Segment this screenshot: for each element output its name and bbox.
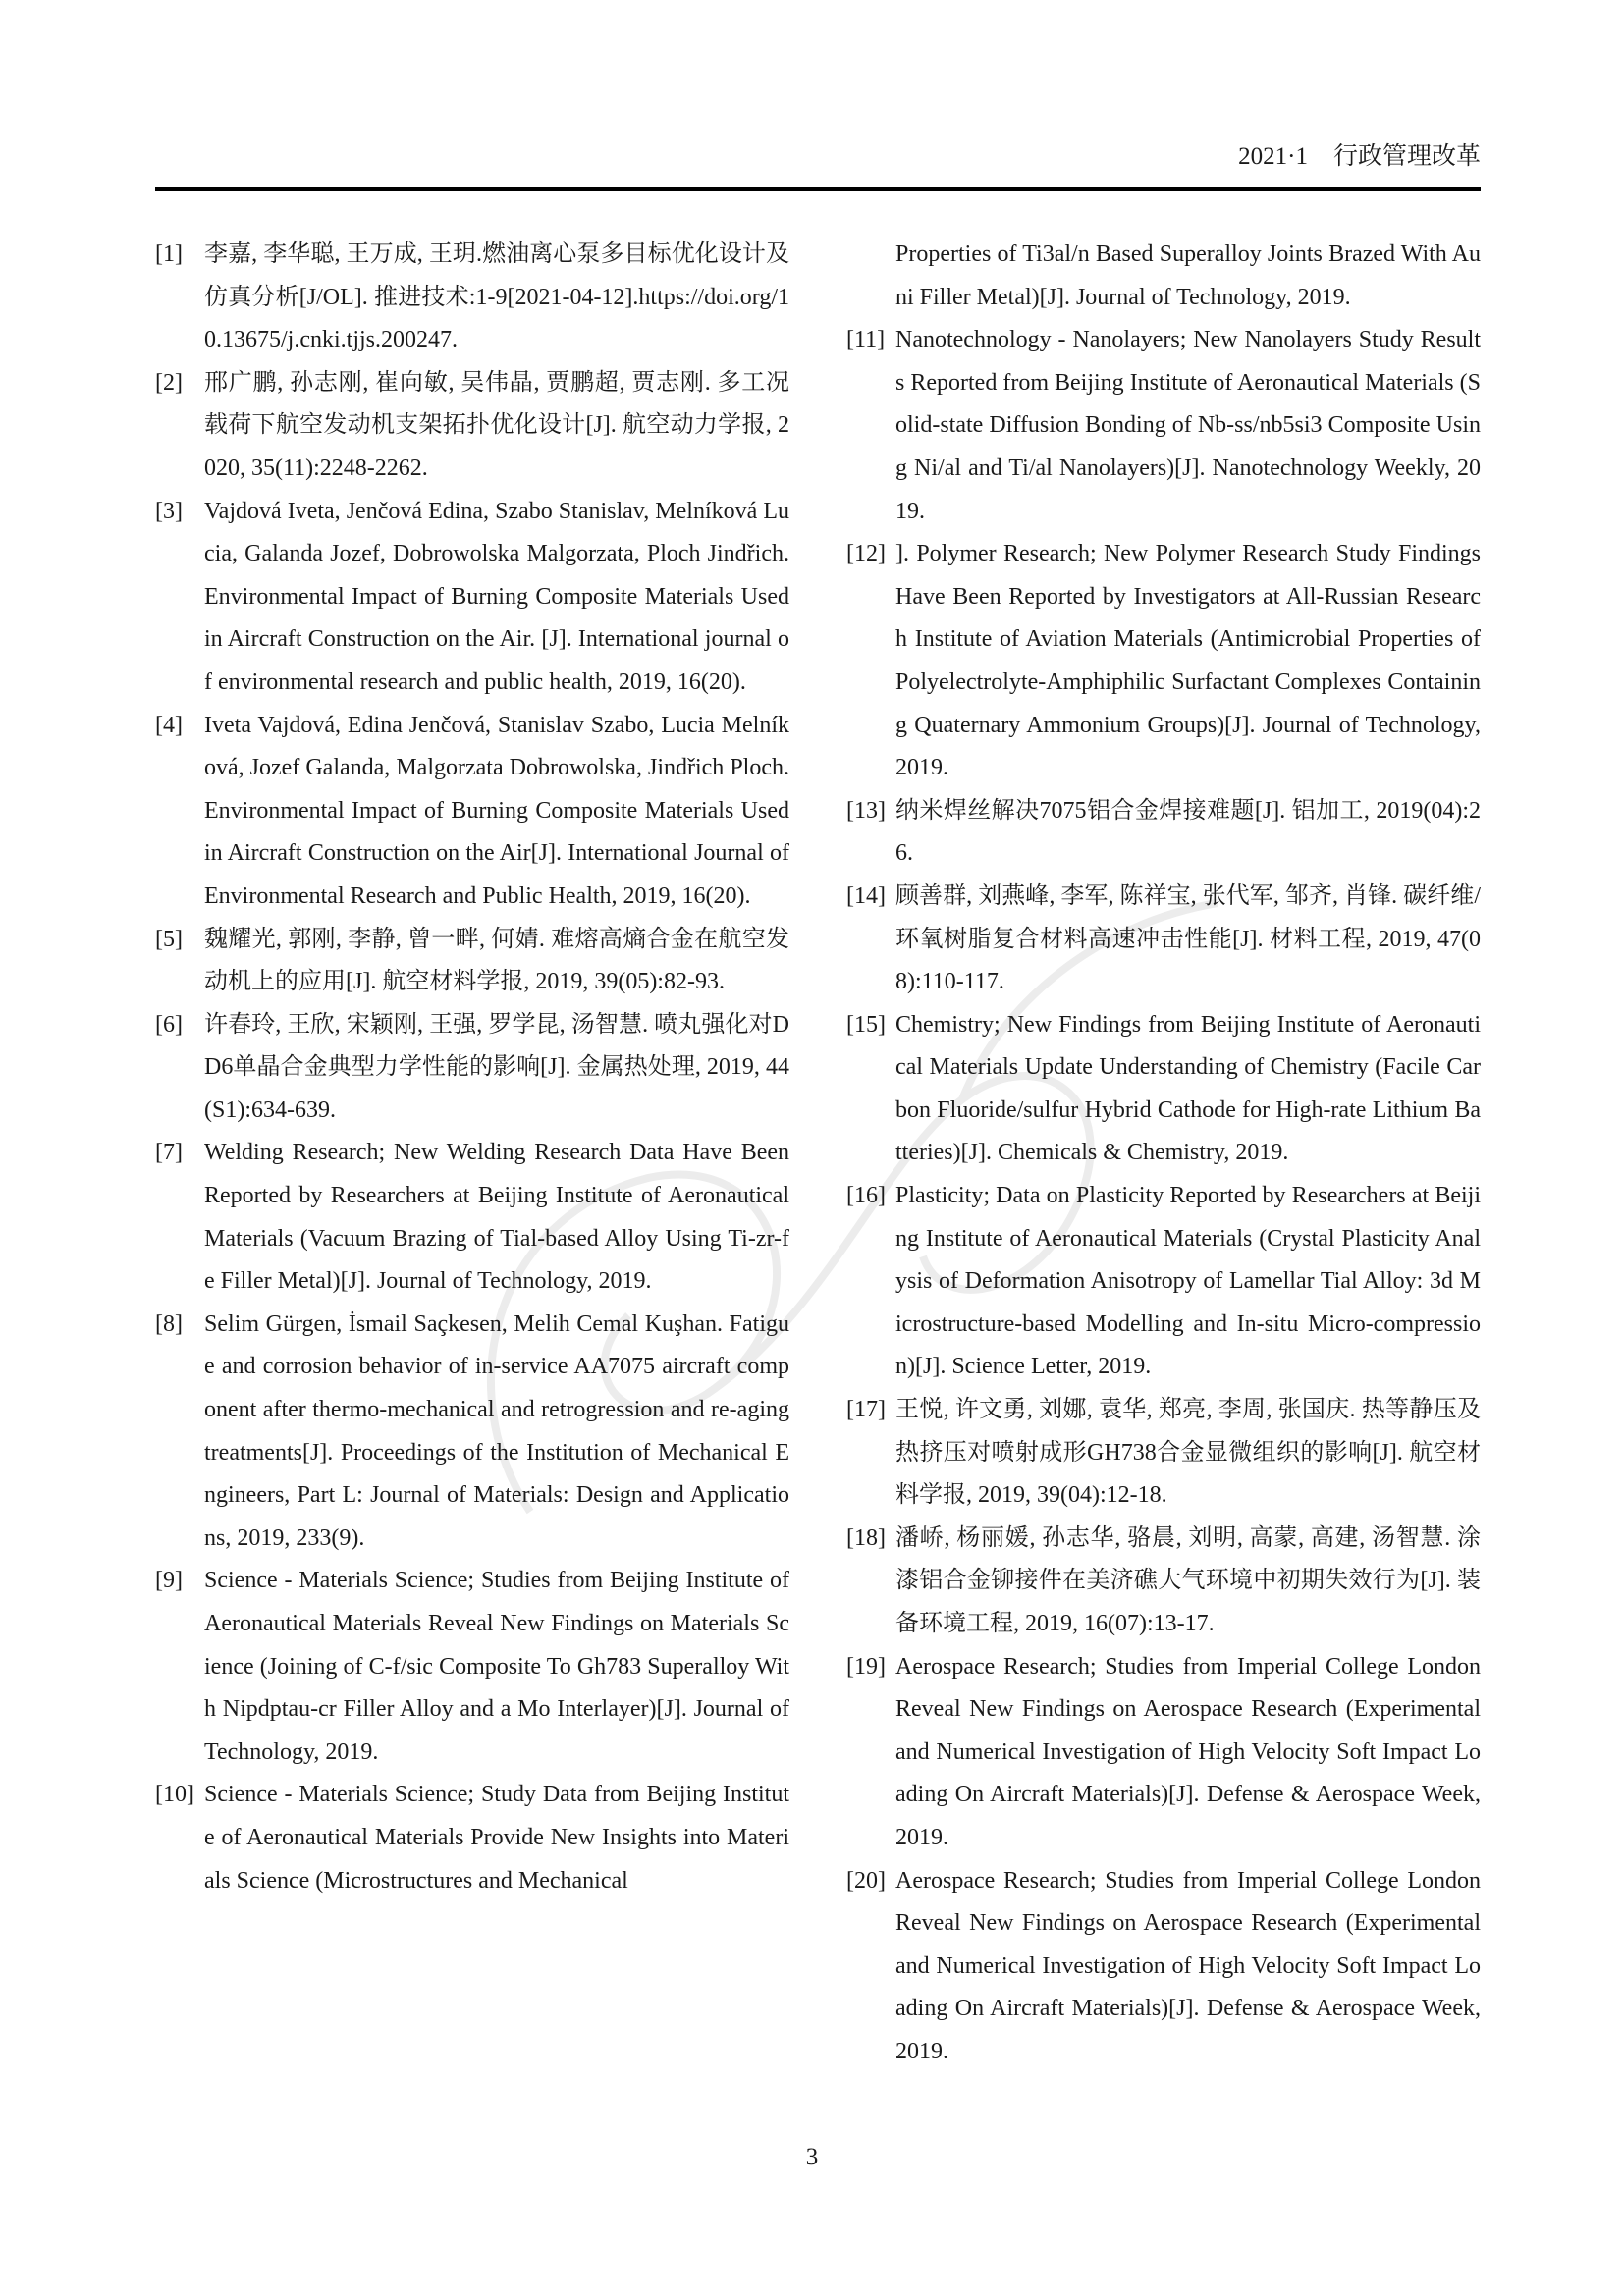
reference-number: [9] xyxy=(155,1568,183,1594)
reference-number: [11] xyxy=(846,327,886,353)
reference-text: Nanotechnology - Nanolayers; New Nanolayers Study Results Reported from Beijing Institute of Aeronautical Materials (Solid-state Diffusion Bonding of Nb-ss/nb5si3 Composite Using Ni/al and Ti/al Nanolayers)[J]. Nanotechnology Weekly, 2019. xyxy=(895,327,1481,524)
reference-item xyxy=(155,1304,789,1561)
reference-number: [13] xyxy=(846,797,886,824)
reference-text: Welding Research; New Welding Research Data Have Been Reported by Researchers at Beijing Institute of Aeronautical Materials (Vacuum Brazing of Tial-based Alloy Using Ti-zr-fe Filler Metal)[J]. Journal of Technology, 2019. xyxy=(204,1140,789,1295)
reference-text: Aerospace Research; Studies from Imperial College London Reveal New Findings on Aerospace Research (Experimental and Numerical Investigation of High Velocity Soft Impact Loading On Aircraft Materials)[J]. Defense & Aerospace Week, 2019. xyxy=(895,1653,1481,1850)
reference-item xyxy=(846,1004,1481,1175)
reference-number: [20] xyxy=(846,1867,886,1894)
reference-number: [14] xyxy=(846,882,886,909)
reference-item xyxy=(846,1518,1481,1646)
reference-text: Vajdová Iveta, Jenčová Edina, Szabo Stanislav, Melníková Lucia, Galanda Jozef, Dobrowolska Malgorzata, Ploch Jindřich. Environmental Impact of Burning Composite Materials Used in Aircraft Construction on the Air. [J]. International journal of environmental research and public health, 2019, 16(20). xyxy=(204,498,789,695)
reference-item xyxy=(155,1132,789,1303)
reference-number: [16] xyxy=(846,1183,886,1209)
reference-number: [17] xyxy=(846,1397,886,1423)
reference-text: 魏耀光, 郭刚, 李静, 曾一畔, 何婧. 难熔高熵合金在航空发动机上的应用[J]. 航空材料学报, 2019, 39(05):82-93. xyxy=(204,926,789,995)
reference-text: 邢广鹏, 孙志刚, 崔向敏, 吴伟晶, 贾鹏超, 贾志刚. 多工况载荷下航空发动机支架拓扑优化设计[J]. 航空动力学报, 2020, 35(11):2248-2262. xyxy=(204,369,789,481)
reference-number: [12] xyxy=(846,541,886,567)
header-issue: 2021·1 xyxy=(1238,143,1308,170)
reference-number: [18] xyxy=(846,1524,886,1551)
reference-text: ]. Polymer Research; New Polymer Research Study Findings Have Been Reported by Investigators at All-Russian Research Institute of Aviation Materials (Antimicrobial Properties of Polyelectrolyte-Amphiphilic Surfactant Complexes Containing Quaternary Ammonium Groups)[J]. Journal of Technology, 2019. xyxy=(895,541,1481,781)
reference-item xyxy=(155,1774,789,1902)
reference-number: [19] xyxy=(846,1653,886,1680)
reference-item xyxy=(846,1646,1481,1860)
reference-text: 纳米焊丝解决7075铝合金焊接难题[J]. 铝加工, 2019(04):26. xyxy=(895,797,1481,867)
reference-text: Science - Materials Science; Study Data from Beijing Institute of Aeronautical Materials Provide New Insights into Materials Science (Microstructures and Mechanical xyxy=(204,1782,789,1894)
reference-number: [5] xyxy=(155,926,183,952)
reference-item xyxy=(155,234,789,362)
reference-item xyxy=(155,362,789,491)
reference-text: 李嘉, 李华聪, 王万成, 王玥.燃油离心泵多目标优化设计及仿真分析[J/OL]. 推进技术:1-9[2021-04-12].https://doi.org/10.13675/j.cnki.tjjs.200247. xyxy=(204,241,789,353)
reference-number: [15] xyxy=(846,1011,886,1038)
reference-item xyxy=(846,1860,1481,2074)
reference-number: [1] xyxy=(155,241,183,267)
reference-item xyxy=(846,533,1481,790)
page-number: 3 xyxy=(805,2144,819,2170)
reference-item xyxy=(846,1175,1481,1389)
reference-item xyxy=(155,919,789,1004)
running-header xyxy=(155,137,1481,177)
reference-number: [2] xyxy=(155,369,183,396)
header-rule xyxy=(155,187,1481,191)
references-right-column xyxy=(846,234,1481,2074)
reference-text: Selim Gürgen, İsmail Saçkesen, Melih Cemal Kuşhan. Fatigue and corrosion behavior of in-service AA7075 aircraft component after thermo-mechanical and retrogression and re-aging treatments[J]. Proceedings of the Institution of Mechanical Engineers, Part L: Journal of Materials: Design and Applications, 2019, 233(9). xyxy=(204,1310,789,1551)
reference-item xyxy=(846,1389,1481,1518)
reference-text: 顾善群, 刘燕峰, 李军, 陈祥宝, 张代军, 邹齐, 肖锋. 碳纤维/环氧树脂复合材料高速冲击性能[J]. 材料工程, 2019, 47(08):110-117. xyxy=(895,882,1481,995)
reference-text: Properties of Ti3al/n Based Superalloy Joints Brazed With Auni Filler Metal)[J]. Journal of Technology, 2019. xyxy=(895,241,1481,310)
reference-item xyxy=(846,876,1481,1004)
reference-item xyxy=(846,790,1481,876)
reference-number: [3] xyxy=(155,498,183,524)
reference-item xyxy=(155,1004,789,1133)
reference-text: Science - Materials Science; Studies from Beijing Institute of Aeronautical Materials Reveal New Findings on Materials Science (Joining of C-f/sic Composite To Gh783 Superalloy With Nipdptau-cr Filler Alloy and a Mo Interlayer)[J]. Journal of Technology, 2019. xyxy=(204,1568,789,1765)
reference-text: Plasticity; Data on Plasticity Reported by Researchers at Beijing Institute of Aeronautical Materials (Crystal Plasticity Analysis of Deformation Anisotropy of Lamellar Tial Alloy: 3d Microstructure-based Modelling and In-situ Micro-compression)[J]. Science Letter, 2019. xyxy=(895,1183,1481,1380)
reference-text: 许春玲, 王欣, 宋颖刚, 王强, 罗学昆, 汤智慧. 喷丸强化对DD6单晶合金典型力学性能的影响[J]. 金属热处理, 2019, 44(S1):634-639. xyxy=(204,1011,789,1123)
reference-item xyxy=(155,491,789,705)
reference-text: Aerospace Research; Studies from Imperial College London Reveal New Findings on Aerospace Research (Experimental and Numerical Investigation of High Velocity Soft Impact Loading On Aircraft Materials)[J]. Defense & Aerospace Week, 2019. xyxy=(895,1867,1481,2064)
references-left-column xyxy=(155,234,789,1902)
header-journal-name: 行政管理改革 xyxy=(1332,143,1481,170)
reference-text: Chemistry; New Findings from Beijing Institute of Aeronautical Materials Update Understanding of Chemistry (Facile Carbon Fluoride/sulfur Hybrid Cathode for High-rate Lithium Batteries)[J]. Chemicals & Chemistry, 2019. xyxy=(895,1011,1481,1166)
reference-item-continued xyxy=(846,234,1481,319)
reference-text: 潘峤, 杨丽媛, 孙志华, 骆晨, 刘明, 高蒙, 高建, 汤智慧. 涂漆铝合金铆接件在美济礁大气环境中初期失效行为[J]. 装备环境工程, 2019, 16(07):13-17. xyxy=(895,1524,1481,1636)
reference-item xyxy=(846,319,1481,533)
reference-number: [4] xyxy=(155,712,183,738)
reference-number: [6] xyxy=(155,1011,183,1038)
reference-number: [8] xyxy=(155,1310,183,1337)
reference-text: 王悦, 许文勇, 刘娜, 袁华, 郑亮, 李周, 张国庆. 热等静压及热挤压对喷射成形GH738合金显微组织的影响[J]. 航空材料学报, 2019, 39(04):12-18. xyxy=(895,1397,1481,1509)
reference-number: [7] xyxy=(155,1140,183,1166)
reference-text: Iveta Vajdová, Edina Jenčová, Stanislav Szabo, Lucia Melníková, Jozef Galanda, Malgorzata Dobrowolska, Jindřich Ploch. Environmental Impact of Burning Composite Materials Used in Aircraft Construction on the Air[J]. International Journal of Environmental Research and Public Health, 2019, 16(20). xyxy=(204,712,789,909)
reference-item xyxy=(155,1560,789,1774)
reference-number: [10] xyxy=(155,1782,194,1808)
reference-item xyxy=(155,705,789,919)
